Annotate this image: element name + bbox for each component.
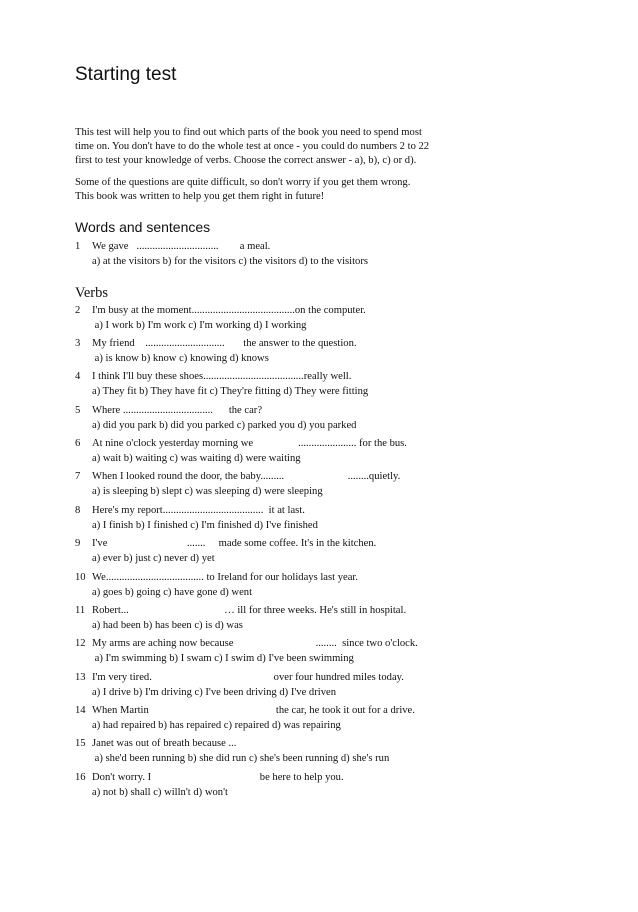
question-stem: When I looked round the door, the baby......... ........quietly.: [92, 471, 401, 482]
intro-line: first to test your knowledge of verbs. Choose the correct answer - a), b), c) or d).: [75, 155, 417, 166]
question-stem: Here's my report...................................... it at last.: [92, 505, 305, 516]
question-options: a) at the visitors b) for the visitors c) the visitors d) to the visitors: [92, 256, 368, 267]
question-options: a) I'm swimming b) I swam c) I swim d) I've been swimming: [92, 653, 354, 664]
question-stem: My friend .............................. the answer to the question.: [92, 338, 357, 349]
question-options: a) I drive b) I'm driving c) I've been driving d) I've driven: [92, 687, 336, 698]
question-number: 13: [75, 672, 86, 683]
question-number: 3: [75, 338, 81, 349]
question-stem: We gave ............................... a meal.: [92, 241, 271, 252]
question-number: 2: [75, 305, 81, 316]
question-number: 10: [75, 572, 86, 583]
question-options: a) ever b) just c) never d) yet: [92, 553, 215, 564]
question-stem: I've ....... made some coffee. It's in the kitchen.: [92, 538, 377, 549]
intro-line: time on. You don't have to do the whole test at once - you could do numbers 2 to 22: [75, 141, 430, 152]
question-stem: I think I'll buy these shoes......................................really well.: [92, 371, 352, 382]
question-number: 11: [75, 605, 86, 616]
intro-line: Some of the questions are quite difficult, so don't worry if you get them wrong.: [75, 177, 411, 188]
question-number: 5: [75, 405, 81, 416]
question-number: 1: [75, 241, 81, 252]
question-options: a) I finish b) I finished c) I'm finished d) I've finished: [92, 520, 318, 531]
question-options: a) she'd been running b) she did run c) she's been running d) she's run: [92, 753, 390, 764]
question-number: 16: [75, 772, 86, 783]
question-stem: Robert... … ill for three weeks. He's still in hospital.: [92, 605, 407, 616]
question-options: a) had repaired b) has repaired c) repaired d) was repairing: [92, 720, 341, 731]
intro-line: This test will help you to find out which parts of the book you need to spend most: [75, 127, 422, 138]
question-stem: Don't worry. I be here to help you.: [92, 772, 344, 783]
intro-paragraph-1: [75, 126, 495, 168]
question-options: a) did you park b) did you parked c) parked you d) you parked: [92, 420, 357, 431]
question-stem: Janet was out of breath because ...: [92, 738, 237, 749]
question-number: 15: [75, 738, 86, 749]
question-options: a) goes b) going c) have gone d) went: [92, 587, 253, 598]
question-stem: Where .................................. the car?: [92, 405, 263, 416]
intro-line: This book was written to help you get them right in future!: [75, 191, 325, 202]
question-number: 12: [75, 638, 86, 649]
question-stem: When Martin the car, he took it out for a drive.: [92, 705, 415, 716]
question-stem: At nine o'clock yesterday morning we ...................... for the bus.: [92, 438, 407, 449]
section-heading-verbs: Verbs: [75, 285, 109, 301]
question-stem: I'm busy at the moment.......................................on the computer.: [92, 305, 366, 316]
question-options: a) had been b) has been c) is d) was: [92, 620, 243, 631]
question-number: 8: [75, 505, 81, 516]
page-title: Starting test: [75, 64, 177, 85]
question-number: 7: [75, 471, 81, 482]
question-options: a) not b) shall c) willn't d) won't: [92, 787, 228, 798]
question-number: 4: [75, 371, 81, 382]
question-stem: We..................................... to Ireland for our holidays last year.: [92, 572, 358, 583]
intro-paragraph-2: [75, 176, 495, 204]
question-number: 14: [75, 705, 86, 716]
question-stem: I'm very tired. over four hundred miles today.: [92, 672, 404, 683]
question-options: a) I work b) I'm work c) I'm working d) I working: [92, 320, 307, 331]
question-options: a) is know b) know c) knowing d) knows: [92, 353, 269, 364]
question-options: a) is sleeping b) slept c) was sleeping d) were sleeping: [92, 486, 323, 497]
section-heading-words: Words and sentences: [75, 219, 211, 235]
question-number: 6: [75, 438, 81, 449]
question-stem: My arms are aching now because ........ since two o'clock.: [92, 638, 418, 649]
question-options: a) wait b) waiting c) was waiting d) were waiting: [92, 453, 301, 464]
question-options: a) They fit b) They have fit c) They're fitting d) They were fitting: [92, 386, 369, 397]
question-number: 9: [75, 538, 81, 549]
